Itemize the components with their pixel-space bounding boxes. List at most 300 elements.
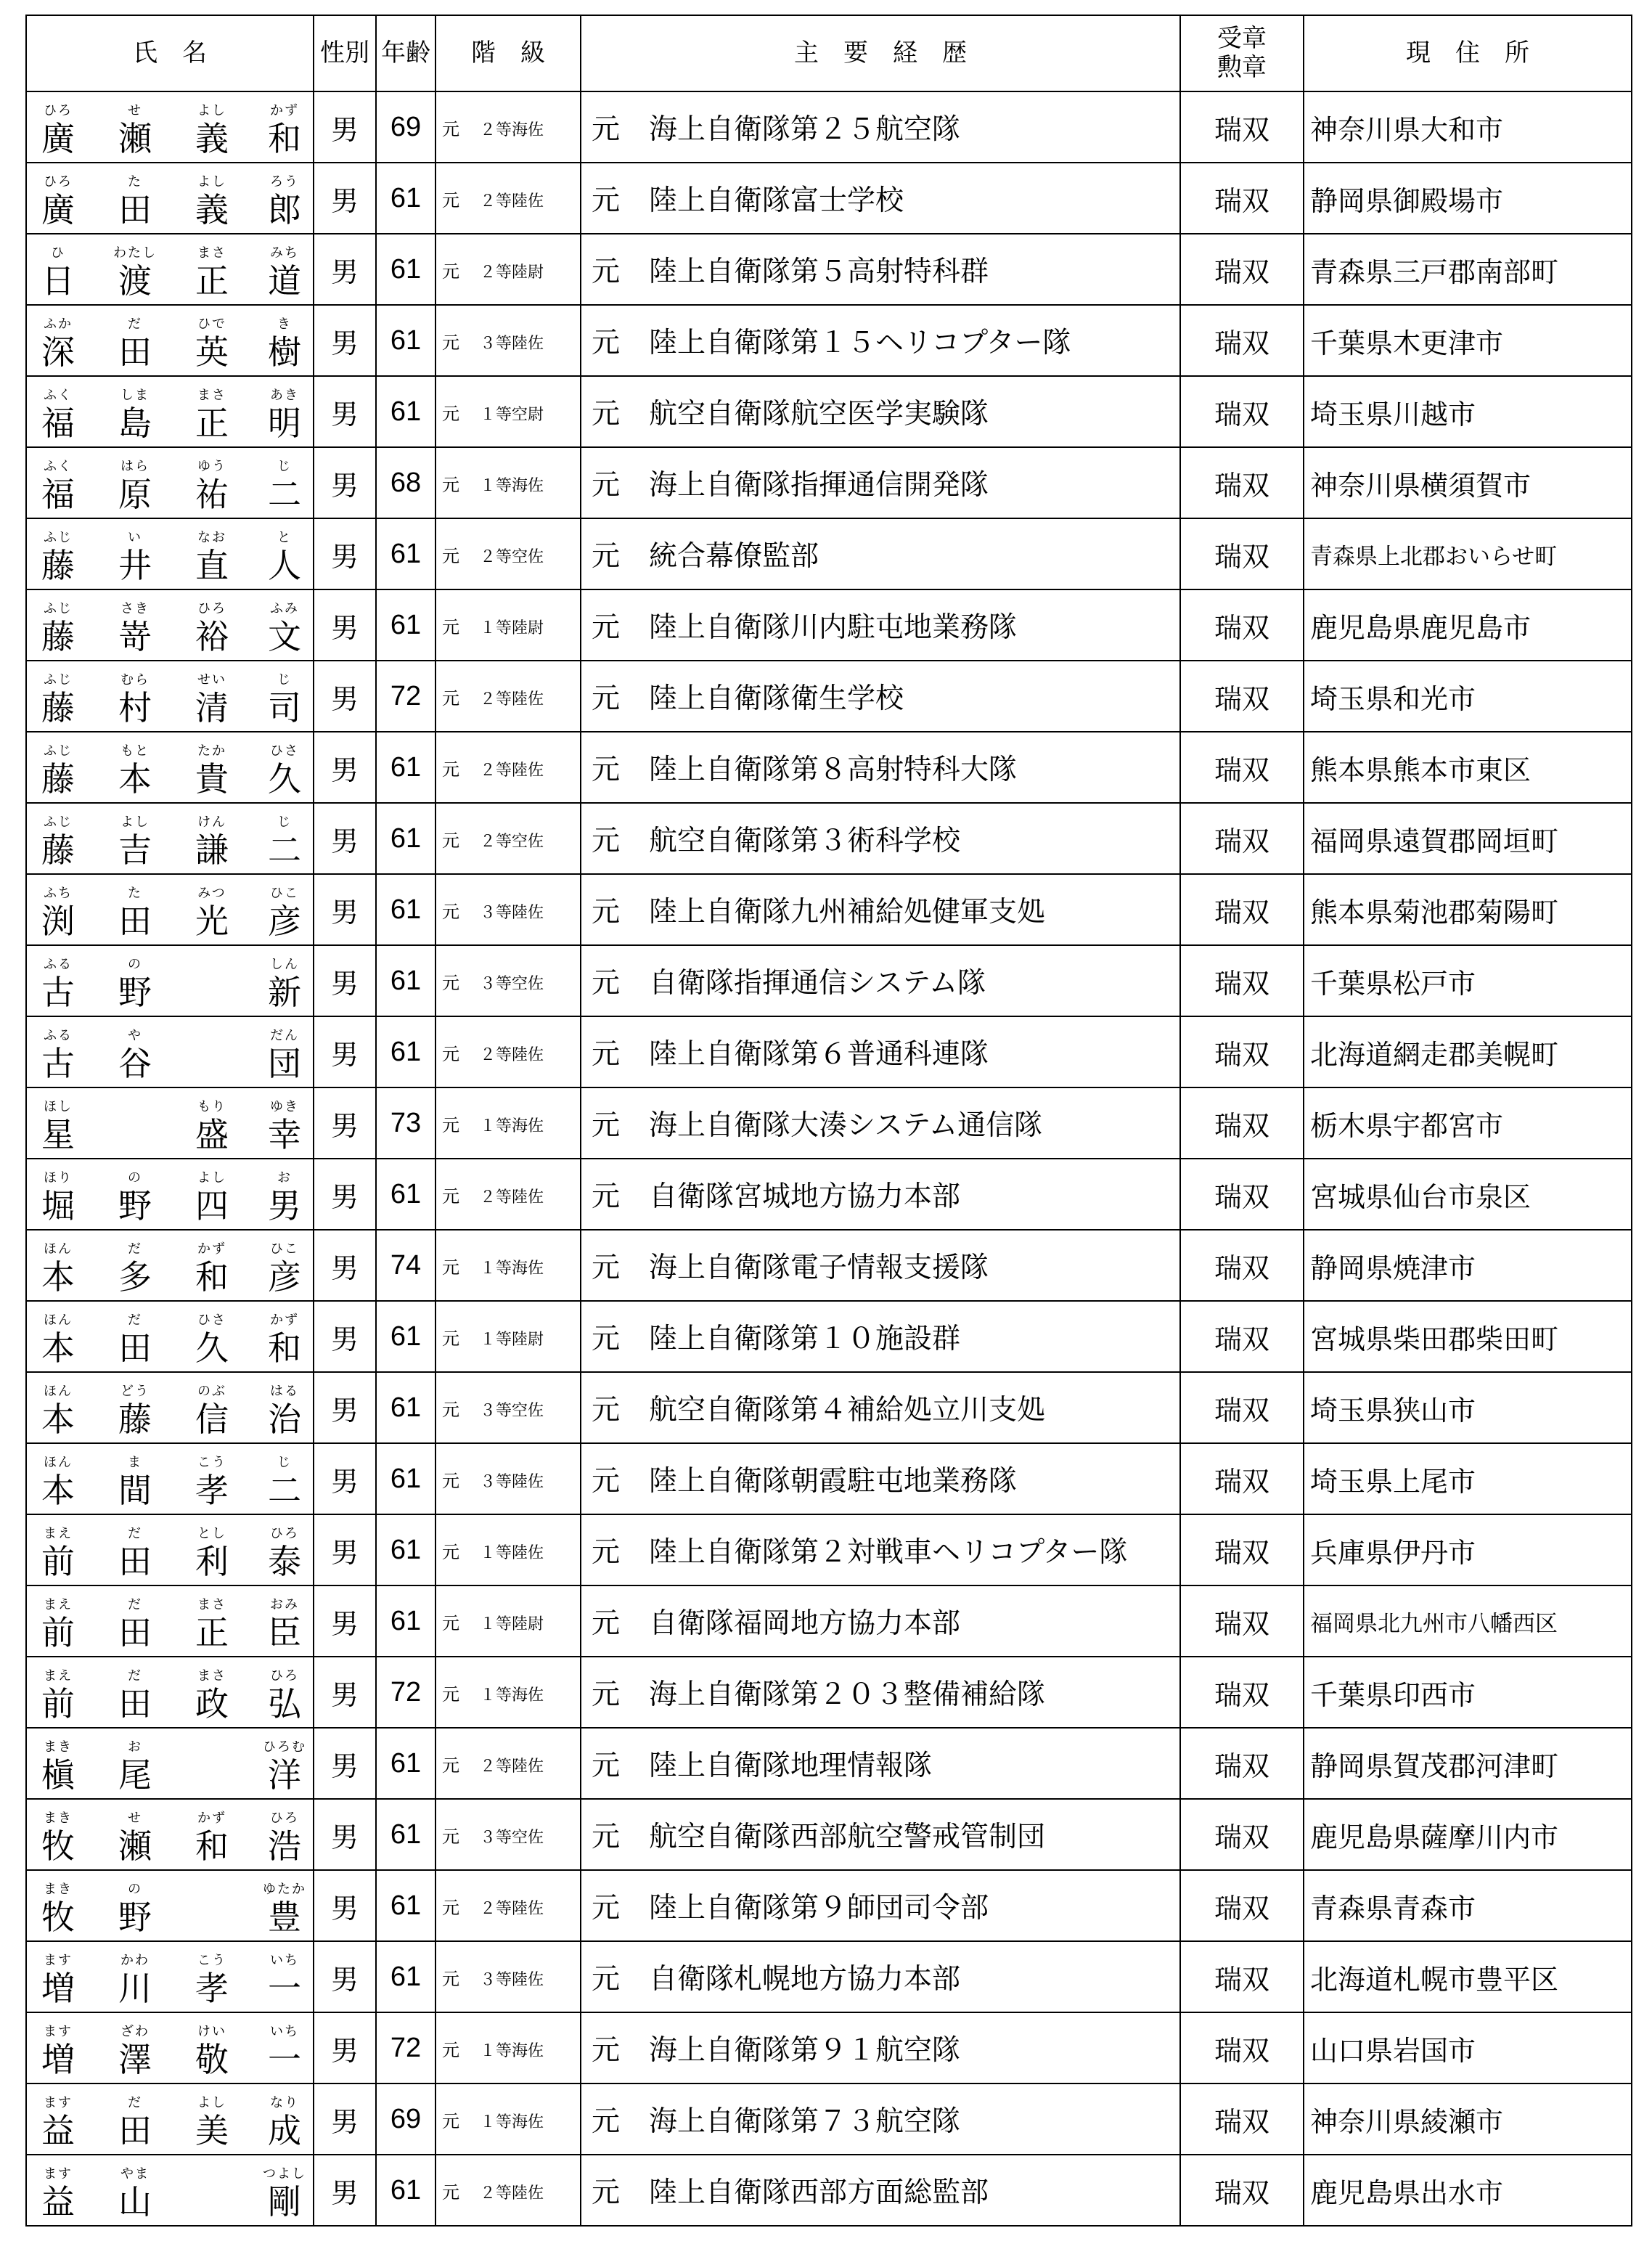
career-text: 海上自衛隊大湊システム通信隊: [649, 1109, 1043, 1142]
surname: [40, 2023, 153, 2083]
given-name-char: [266, 1810, 303, 1869]
name-reading: おみ: [270, 1597, 299, 1612]
given-name-char: [266, 1098, 303, 1158]
former-prefix: 元: [592, 896, 621, 928]
name-with-reading: [27, 661, 313, 731]
name-kanji: 前: [41, 1684, 75, 1723]
cell-rank: [436, 2083, 581, 2155]
cell-rank: [436, 91, 581, 163]
name-reading: だ: [128, 1526, 142, 1541]
cell-sex: 男: [314, 874, 376, 945]
career-text: 陸上自衛隊西部方面総監部: [649, 2176, 989, 2209]
name-reading: だ: [128, 1313, 142, 1328]
given-name: [194, 1668, 303, 1727]
surname-char: [40, 102, 76, 162]
header-career: 主 要 経 歴: [581, 15, 1180, 91]
rank-text: ２等陸佐: [480, 192, 544, 211]
surname-char: [40, 1952, 76, 2012]
rank-text: ３等空佐: [480, 1401, 544, 1420]
cell-award: 瑞双: [1180, 1728, 1304, 1799]
career-text: 航空自衛隊航空医学実験隊: [649, 398, 989, 430]
rank-text: ３等空佐: [480, 974, 544, 993]
former-prefix: 元: [442, 2182, 459, 2203]
given-name-char: [194, 2023, 230, 2083]
surname-char: [40, 1027, 76, 1087]
cell-name: [26, 1728, 314, 1799]
given-name: [194, 1170, 303, 1229]
cell-address: 青森県三戸郡南部町: [1304, 234, 1632, 305]
name-kanji: 山: [118, 2182, 152, 2221]
name-reading: ふみ: [270, 601, 299, 616]
surname: [40, 102, 153, 162]
cell-career: [581, 1230, 1180, 1301]
given-name: [194, 600, 303, 660]
former-prefix: 元: [442, 474, 459, 495]
surname: [40, 1881, 153, 1940]
given-name-char: [266, 1454, 303, 1514]
surname-char: [117, 956, 153, 1016]
name-kanji: 彦: [268, 902, 301, 941]
cell-age: 61: [376, 803, 436, 874]
name-reading: ほん: [44, 1313, 73, 1328]
cell-age: 69: [376, 91, 436, 163]
cell-name: [26, 1301, 314, 1372]
surname: [40, 1098, 76, 1158]
name-reading: ひろ: [270, 1668, 299, 1683]
name-with-reading: [27, 306, 313, 375]
table-row: [26, 661, 1632, 732]
surname-char: [117, 1170, 153, 1229]
cell-sex: 男: [314, 2083, 376, 2155]
given-name-char: [194, 1098, 230, 1158]
name-kanji: 古: [41, 1044, 75, 1083]
cell-name: [26, 803, 314, 874]
name-reading: ます: [44, 2095, 73, 2110]
former-prefix: 元: [592, 754, 621, 786]
cell-career: [581, 803, 1180, 874]
table-row: [26, 1585, 1632, 1657]
rank-text: ２等海佐: [480, 121, 544, 139]
name-kanji: 嵜: [118, 617, 152, 656]
name-reading: ふく: [44, 388, 73, 403]
cell-rank: [436, 376, 581, 447]
table-row: [26, 234, 1632, 305]
name-kanji: 谷: [118, 1044, 152, 1083]
name-reading: だん: [270, 1028, 299, 1043]
name-reading: なり: [270, 2095, 299, 2110]
name-kanji: 豊: [268, 1898, 301, 1937]
cell-name: [26, 732, 314, 803]
name-reading: ふじ: [44, 743, 73, 759]
given-name-char: [194, 458, 230, 518]
cell-address: 鹿児島県出水市: [1304, 2155, 1632, 2226]
cell-name: [26, 874, 314, 945]
name-reading: せい: [197, 672, 226, 687]
rank-text: １等海佐: [480, 1259, 544, 1278]
name-reading: ふか: [44, 317, 73, 332]
former-prefix: 元: [592, 1465, 621, 1498]
table-row: [26, 91, 1632, 163]
name-kanji: 田: [118, 1613, 152, 1652]
surname: [40, 956, 153, 1016]
name-kanji: 剛: [268, 2182, 301, 2221]
name-with-reading: [27, 2013, 313, 2083]
former-prefix: 元: [592, 1892, 621, 1925]
name-with-reading: [27, 1088, 313, 1158]
cell-career: [581, 447, 1180, 518]
name-reading: ほん: [44, 1384, 73, 1399]
cell-sex: 男: [314, 1870, 376, 1941]
cell-address: 栃木県宇都宮市: [1304, 1087, 1632, 1159]
name-reading: ゆたか: [263, 1882, 306, 1897]
cell-award: 瑞双: [1180, 945, 1304, 1016]
given-name-char: [263, 2166, 306, 2225]
cell-rank: [436, 1585, 581, 1657]
given-name-char: [263, 1739, 306, 1798]
given-name-char: [194, 600, 230, 660]
former-prefix: 元: [592, 540, 621, 573]
name-kanji: 孝: [195, 1969, 229, 2008]
table-row: [26, 589, 1632, 661]
surname-char: [40, 814, 76, 873]
given-name-char: [194, 316, 230, 375]
surname-char: [40, 245, 76, 304]
cell-address: 千葉県木更津市: [1304, 305, 1632, 376]
name-kanji: 裕: [195, 617, 229, 656]
cell-award: 瑞双: [1180, 447, 1304, 518]
name-kanji: 野: [118, 973, 152, 1012]
cell-address: 福岡県遠賀郡岡垣町: [1304, 803, 1632, 874]
name-kanji: 久: [195, 1329, 229, 1368]
name-kanji: 益: [41, 2111, 75, 2150]
surname: [40, 1596, 153, 1656]
cell-award: 瑞双: [1180, 1230, 1304, 1301]
career-text: 陸上自衛隊第２対戦車ヘリコプター隊: [649, 1536, 1128, 1569]
given-name-char: [194, 2094, 230, 2154]
given-name-char: [266, 387, 303, 446]
given-name: [194, 1241, 303, 1300]
former-prefix: 元: [592, 469, 621, 502]
cell-sex: 男: [314, 2012, 376, 2083]
surname-char: [117, 2166, 153, 2225]
cell-age: 74: [376, 1230, 436, 1301]
surname-char: [40, 1739, 76, 1798]
name-reading: まき: [44, 1811, 73, 1826]
table-row: [26, 2155, 1632, 2226]
former-prefix: 元: [442, 830, 459, 851]
name-kanji: 団: [268, 1044, 301, 1083]
rank-text: ２等空佐: [480, 832, 544, 851]
name-reading: だ: [128, 1597, 142, 1612]
name-reading: ゆき: [270, 1099, 299, 1114]
cell-address: 兵庫県伊丹市: [1304, 1514, 1632, 1585]
name-reading: ほし: [44, 1099, 73, 1114]
cell-name: [26, 518, 314, 589]
given-name: [194, 245, 303, 304]
cell-address: 鹿児島県薩摩川内市: [1304, 1799, 1632, 1870]
surname-char: [40, 1098, 76, 1158]
cell-career: [581, 234, 1180, 305]
name-kanji: 野: [118, 1898, 152, 1937]
former-prefix: 元: [442, 1541, 459, 1562]
cell-name: [26, 447, 314, 518]
given-name: [194, 672, 303, 731]
surname-char: [40, 458, 76, 518]
header-name: 氏 名: [26, 15, 314, 91]
name-with-reading: [27, 377, 313, 446]
rank-text: ２等陸佐: [480, 2184, 544, 2203]
name-reading: なお: [197, 530, 226, 545]
name-kanji: 深: [41, 332, 75, 372]
name-kanji: 川: [118, 1969, 152, 2008]
cell-name: [26, 1087, 314, 1159]
former-prefix: 元: [442, 616, 459, 637]
cell-age: 61: [376, 518, 436, 589]
cell-rank: [436, 589, 581, 661]
name-kanji: 古: [41, 973, 75, 1012]
name-reading: あき: [270, 388, 299, 403]
cell-address: 青森県青森市: [1304, 1870, 1632, 1941]
surname-char: [40, 2094, 76, 2154]
name-reading: ひろ: [44, 174, 73, 189]
cell-age: 68: [376, 447, 436, 518]
name-with-reading: [27, 1159, 313, 1229]
award-recipient-list: [25, 15, 1631, 2227]
cell-age: 61: [376, 1799, 436, 1870]
cell-award: 瑞双: [1180, 589, 1304, 661]
surname: [40, 1810, 153, 1869]
name-kanji: 星: [41, 1115, 75, 1154]
given-name: [194, 387, 303, 446]
name-reading: とし: [197, 1526, 226, 1541]
name-with-reading: [27, 1729, 313, 1798]
surname: [40, 458, 153, 518]
table-row: [26, 2083, 1632, 2155]
former-prefix: 元: [442, 2110, 459, 2131]
name-reading: いち: [270, 1953, 299, 1968]
cell-award: 瑞双: [1180, 1657, 1304, 1728]
name-reading: かず: [270, 103, 299, 118]
cell-award: 瑞双: [1180, 1514, 1304, 1585]
career-text: 統合幕僚監部: [649, 540, 819, 573]
rank-text: ２等空佐: [480, 547, 544, 566]
given-name: [266, 956, 303, 1016]
surname: [40, 1312, 153, 1371]
name-kanji: 牧: [41, 1827, 75, 1866]
rank-text: ３等陸佐: [480, 903, 544, 922]
cell-age: 61: [376, 376, 436, 447]
surname-char: [40, 1383, 76, 1442]
name-reading: ふじ: [44, 601, 73, 616]
cell-age: 72: [376, 661, 436, 732]
career-text: 海上自衛隊第９１航空隊: [649, 2034, 961, 2067]
name-kanji: 福: [41, 475, 75, 514]
name-kanji: 増: [41, 1969, 75, 2008]
table-row: [26, 732, 1632, 803]
cell-address: 北海道札幌市豊平区: [1304, 1941, 1632, 2012]
given-name-char: [194, 174, 230, 233]
name-kanji: 和: [195, 1257, 229, 1297]
given-name-char: [194, 1170, 230, 1229]
name-reading: ふる: [44, 957, 73, 972]
name-reading: だ: [128, 1241, 142, 1257]
name-kanji: 槇: [41, 1755, 75, 1795]
cell-rank: [436, 1443, 581, 1514]
given-name-char: [194, 529, 230, 589]
cell-sex: 男: [314, 1585, 376, 1657]
name-kanji: 一: [268, 1969, 301, 2008]
name-reading: じ: [277, 672, 292, 687]
cell-sex: 男: [314, 589, 376, 661]
rank-text: １等海佐: [480, 2113, 544, 2131]
table-row: [26, 1230, 1632, 1301]
surname: [40, 1668, 153, 1727]
former-prefix: 元: [592, 682, 621, 715]
surname-char: [117, 2023, 153, 2083]
table-row: [26, 518, 1632, 589]
name-kanji: 澤: [118, 2040, 152, 2079]
surname-char: [117, 316, 153, 375]
rank-text: ２等陸佐: [480, 1899, 544, 1918]
cell-age: 61: [376, 874, 436, 945]
former-prefix: 元: [442, 118, 459, 139]
name-kanji: 郎: [268, 190, 301, 229]
name-reading: ほり: [44, 1170, 73, 1185]
table-row: [26, 1372, 1632, 1443]
cell-sex: 男: [314, 305, 376, 376]
surname: [40, 174, 153, 233]
table-row: [26, 1657, 1632, 1728]
name-kanji: 和: [195, 1827, 229, 1866]
cell-career: [581, 1657, 1180, 1728]
cell-address: 鹿児島県鹿児島市: [1304, 589, 1632, 661]
rank-text: １等陸尉: [480, 1615, 544, 1633]
cell-sex: 男: [314, 1087, 376, 1159]
name-kanji: 一: [268, 2040, 301, 2079]
surname-char: [117, 1241, 153, 1300]
given-name-char: [194, 387, 230, 446]
given-name-char: [194, 1596, 230, 1656]
former-prefix: 元: [442, 1043, 459, 1064]
name-with-reading: [27, 1942, 313, 2012]
table-row: [26, 1443, 1632, 1514]
cell-name: [26, 2012, 314, 2083]
name-reading: のぶ: [197, 1384, 226, 1399]
cell-sex: 男: [314, 732, 376, 803]
table-row: [26, 1728, 1632, 1799]
cell-award: 瑞双: [1180, 1585, 1304, 1657]
cell-rank: [436, 1657, 581, 1728]
given-name-char: [266, 529, 303, 589]
surname-char: [117, 1668, 153, 1727]
cell-address: 神奈川県綾瀬市: [1304, 2083, 1632, 2155]
table-row: [26, 163, 1632, 234]
name-reading: けん: [197, 815, 226, 830]
name-reading: じ: [277, 815, 292, 830]
given-name-char: [194, 1668, 230, 1727]
cell-sex: 男: [314, 1728, 376, 1799]
name-reading: の: [128, 957, 142, 972]
name-reading: いち: [270, 2024, 299, 2039]
surname-char: [117, 1312, 153, 1371]
surname-char: [117, 529, 153, 589]
career-text: 陸上自衛隊九州補給処健軍支処: [649, 896, 1046, 928]
name-with-reading: [27, 804, 313, 873]
name-kanji: 貴: [195, 759, 229, 799]
name-kanji: 義: [195, 119, 229, 158]
cell-address: 熊本県菊池郡菊陽町: [1304, 874, 1632, 945]
name-kanji: 渡: [118, 261, 152, 301]
former-prefix: 元: [442, 2039, 459, 2060]
cell-name: [26, 1799, 314, 1870]
name-kanji: 樹: [268, 332, 301, 372]
cell-rank: [436, 1159, 581, 1230]
name-reading: ひろ: [270, 1811, 299, 1826]
name-reading: まき: [44, 1739, 73, 1755]
name-reading: ふじ: [44, 530, 73, 545]
cell-award: 瑞双: [1180, 518, 1304, 589]
cell-career: [581, 1941, 1180, 2012]
career-text: 海上自衛隊第７３航空隊: [649, 2105, 961, 2138]
name-kanji: 孝: [195, 1471, 229, 1510]
cell-address: 宮城県仙台市泉区: [1304, 1159, 1632, 1230]
cell-rank: [436, 732, 581, 803]
name-reading: お: [128, 1739, 142, 1755]
name-reading: かず: [197, 1811, 226, 1826]
name-kanji: 益: [41, 2182, 75, 2221]
name-kanji: 日: [41, 261, 75, 301]
cell-age: 72: [376, 1657, 436, 1728]
name-kanji: 泰: [268, 1542, 301, 1581]
name-reading: かず: [270, 1313, 299, 1328]
former-prefix: 元: [442, 1683, 459, 1705]
cell-rank: [436, 1016, 581, 1087]
name-with-reading: [27, 590, 313, 660]
cell-name: [26, 1585, 314, 1657]
cell-award: 瑞双: [1180, 2155, 1304, 2226]
name-kanji: 幸: [268, 1115, 301, 1154]
cell-sex: 男: [314, 661, 376, 732]
cell-address: 千葉県印西市: [1304, 1657, 1632, 1728]
name-kanji: 司: [268, 688, 301, 727]
cell-rank: [436, 518, 581, 589]
surname: [40, 1383, 153, 1442]
table-body: [26, 91, 1632, 2226]
name-reading: と: [277, 530, 292, 545]
surname-char: [117, 2094, 153, 2154]
former-prefix: 元: [592, 184, 621, 217]
name-kanji: 藤: [41, 546, 75, 585]
surname-char: [40, 956, 76, 1016]
name-reading: しま: [120, 388, 150, 403]
surname-char: [40, 529, 76, 589]
name-kanji: 二: [268, 475, 301, 514]
header-age: 年齢: [376, 15, 436, 91]
name-kanji: 野: [118, 1186, 152, 1225]
surname: [40, 2166, 153, 2225]
name-kanji: 廣: [41, 190, 75, 229]
cell-name: [26, 1159, 314, 1230]
table-row: [26, 2012, 1632, 2083]
cell-age: 61: [376, 732, 436, 803]
given-name-char: [194, 814, 230, 873]
name-reading: まえ: [44, 1526, 73, 1541]
given-name: [194, 316, 303, 375]
name-kanji: 瀬: [118, 119, 152, 158]
cell-address: 千葉県松戸市: [1304, 945, 1632, 1016]
given-name-char: [266, 814, 303, 873]
name-reading: ます: [44, 2024, 73, 2039]
